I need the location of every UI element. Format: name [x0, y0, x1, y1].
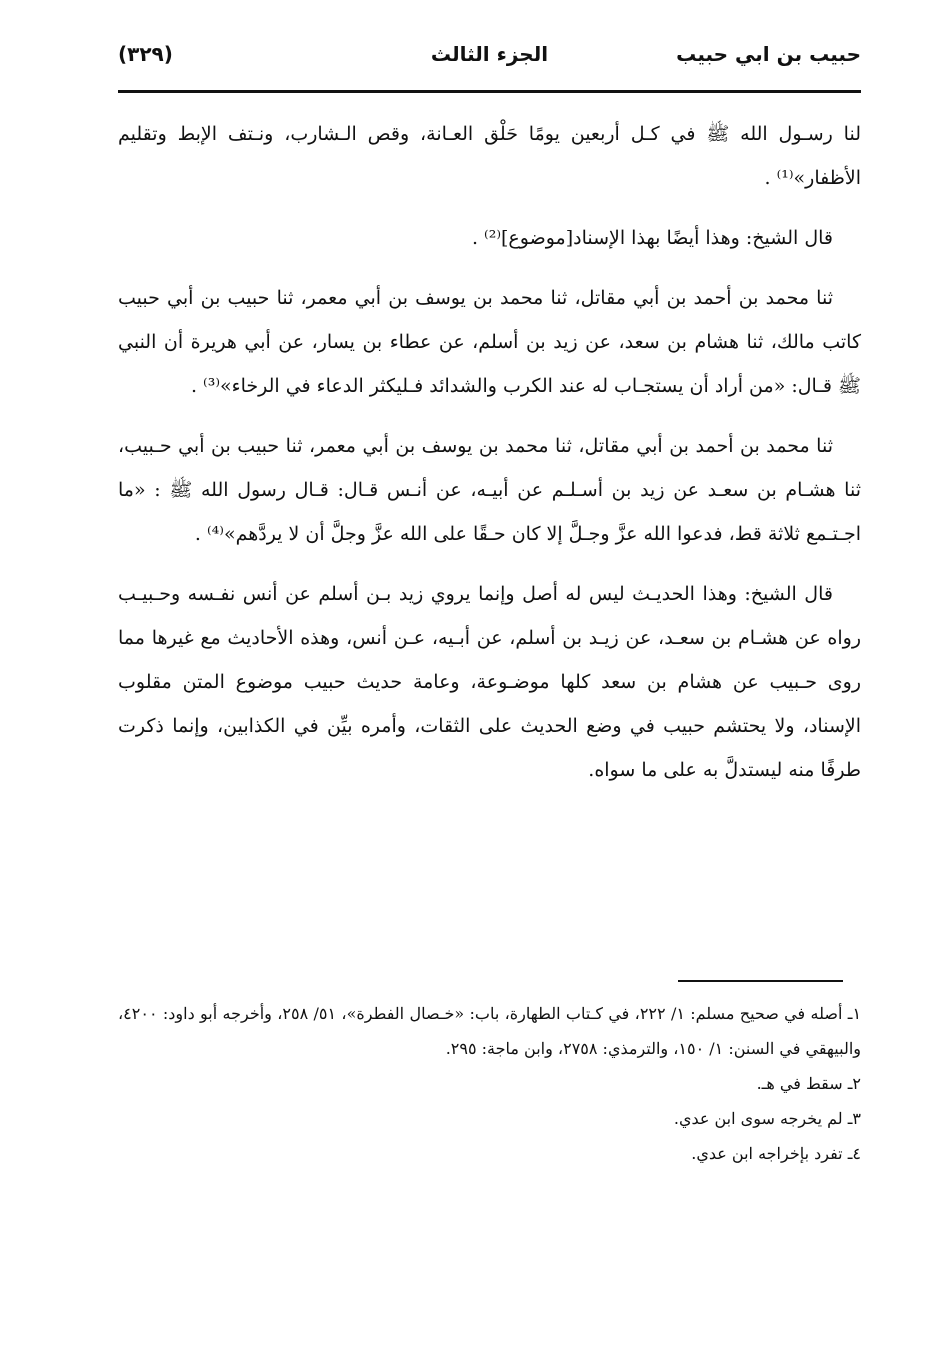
- header-rule: [118, 90, 861, 93]
- footnote-rule: [678, 980, 843, 982]
- footnote: ٢ـ سقط في هـ.: [756, 1074, 861, 1093]
- main-text: [118, 112, 861, 808]
- volume-title: الجزء الثالث: [430, 42, 549, 66]
- paragraph: ثنا محمد بن أحمد بن أبي مقاتل، ثنا محمد بن يوسف بن أبي معمر، ثنا حبيب بن أبي حبيب كاتب مالك، ثنا هشام بن سعد، عن زيد بن أسلم، عن عطاء بن يسار، عن أبي هريرة أن النبي ﷺ قـال: «من أراد أن يستجـاب له عند الكرب والشدائد فـليكثر الدعاء في الرخاء»⁽³⁾ .: [118, 287, 861, 397]
- footnotes: [118, 996, 861, 1171]
- paragraph: قال الشيخ: وهذا أيضًا بهذا الإسناد[موضوع]⁽²⁾ .: [471, 227, 833, 249]
- paragraph: ثنا محمد بن أحمد بن أبي مقاتل، ثنا محمد بن يوسف بن أبي معمر، ثنا حبيب بن أبي حـبيب، ثنا هشـام بن سعـد عن زيد بن أسـلـم عن أبيـه، عن أنـس قـال: قـال رسول الله ﷺ : «ما اجـتـمع ثلاثة قط، فدعوا الله عزَّ وجـلَّ إلا كان حـقًا على الله عزَّ وجلَّ أن لا يردَّهم»⁽⁴⁾ .: [118, 435, 861, 545]
- paragraph: لنا رسـول الله ﷺ في كـل أربعين يومًا حَلْق العـانة، وقص الـشارب، ونـتف الإبط وتقليم الأظفار»⁽¹⁾ .: [118, 123, 861, 189]
- chapter-title: حبيب بن ابي حبيب: [676, 42, 861, 66]
- page-number: (٣٢٩): [118, 42, 173, 66]
- footnote: ٣ـ لم يخرجه سوى ابن عدي.: [673, 1109, 861, 1128]
- footnote: ١ـ أصله في صحيح مسلم: ١/ ٢٢٢، في كـتاب الطهارة، باب: «خـصال الفطرة»، ٥١/ ٢٥٨، وأخرجه أبو داود: ٤٢٠٠، والبيهقي في السنن: ١/ ١٥٠، والترمذي: ٢٧٥٨، وابن ماجة: ٢٩٥.: [118, 1004, 862, 1058]
- footnote: ٤ـ تفرد بإخراجه ابن عدي.: [691, 1144, 861, 1163]
- paragraph: قال الشيخ: وهذا الحديـث ليس له أصل وإنما يروي زيد بـن أسلم عن أنس نفـسه وحـبيـب رواه عن هشـام بن سعـد، عن زيـد بن أسلم، عن أبـيه، عـن أنس، وهذه الأحاديث مع غيرها مما روى حـبيب عن هشام بن سعد كلها موضـوعة، وعامة حديث حبيب موضوع المتن مقلوب الإسناد، ولا يحتشم حبيب في وضع الحديث على الثقات، وأمره بيِّن في الكذابين، وإنما ذكرت طرفًا منه ليستدلَّ به على ما سواه.: [118, 583, 861, 781]
- running-header: [118, 36, 861, 84]
